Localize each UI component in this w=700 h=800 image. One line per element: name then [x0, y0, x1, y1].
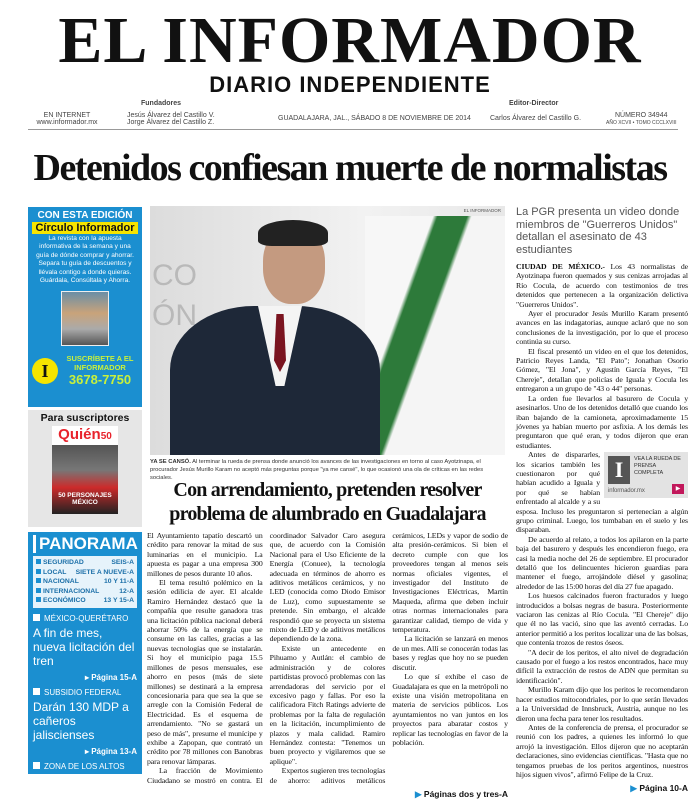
subscribers-promo[interactable]	[28, 410, 142, 527]
paragraph: La orden fue llevarlos al basurero de Cocula y asesinarlos. Uno de los detenidos detalló que cuando los iban bajando de la camioneta, aproximadamente 15 jóvenes ya habían muerto por asfixia. A los demás les preguntaron que qué eran, y todos dijeron que eran estudiantes.	[516, 393, 688, 450]
paragraph: "A decir de los peritos, el alto nivel de degradación causado por el fuego a los restos encontrados, hace muy difícil la extracción de restos de ADN que permitan su identificación".	[516, 647, 688, 685]
lead-story	[516, 206, 688, 794]
backdrop-lettering: CO ÓN	[152, 259, 197, 332]
index-item[interactable]: INTERNACIONAL 12-A	[36, 587, 134, 597]
circulo-promo[interactable]	[28, 207, 142, 407]
informador-logo-icon: I	[32, 358, 58, 384]
founder: Jorge Álvarez del Castillo Z.	[127, 119, 215, 126]
subscribe-phone[interactable]: 3678-7750	[68, 372, 132, 388]
paragraph: Antes de la conferencia de prensa, el procurador se reunió con los padres, a quienes les informó lo que arrojó la investigación. Ellos dijeron que no aceptarán declaraciones, sino evidencias científicas. "Hasta que no tengamos pruebas de los peritos argentinos, nuestros hijos siguen vivos", afirmó Felipe de la Cruz.	[516, 722, 688, 779]
website-link[interactable]: www.informador.mx	[36, 119, 98, 126]
flag-image	[365, 216, 505, 455]
index-item[interactable]: NACIONAL 10 Y 11-A	[36, 577, 134, 587]
index-item[interactable]: ECONÓMICO 13 Y 15-A	[36, 596, 134, 606]
second-headline: Con arrendamiento, pretenden resolver problema de alumbrado en Guadalajara	[169, 479, 486, 525]
brief-page-link[interactable]: ▸ Página 13-A	[84, 746, 137, 756]
magazine-logo: Quién50	[52, 426, 118, 445]
promo-text: La revista con la apuesta informativa de la semana y una guía de dónde comprar y ahorrar. Separa tu guía de descuentos y llévala contigo a donde quieras. Guárdala, Consúltala y Ahorra.	[36, 235, 134, 285]
founder: Jesús Álvarez del Castillo V.	[127, 112, 215, 119]
brief-kicker: SUBSIDIO FEDERAL	[33, 688, 137, 697]
second-story-jump-link[interactable]: ▶ Páginas dos y tres-A	[414, 788, 508, 799]
issue-number: NÚMERO 34944	[614, 112, 668, 119]
brief-kicker: MÉXICO-QUERÉTARO	[33, 614, 137, 623]
masthead-title: EL INFORMADOR	[58, 4, 642, 77]
issue-info	[606, 112, 676, 126]
masthead-subtitle: DIARIO INDEPENDIENTE	[209, 72, 491, 97]
paragraph: La licitación se lanzará en menos de un mes. Allí se conocerán todas las bases y reglas que hoy no se pueden discutir.	[392, 634, 508, 672]
paragraph: Lo que sí exhibe el caso de Guadalajara es que en la metrópoli no existe una visión metropolitana en materia de servicios públicos. Los ayuntamientos no van juntos en los proyectos para abaratar costos y replicar las tecnologías en favor de la población.	[392, 672, 508, 747]
paragraph: Ayer el procurador Jesús Murillo Karam presentó avances en las indagatorias, aunque aclaró que no son conclusiones de la investigación, por lo que el proceso continúa su curso.	[516, 309, 688, 347]
paragraph: Existe un antecedente en Pihuamo y Autlán: el cambio de administración y de colores partidistas provocó problemas con las arrendadoras del servicio por el excesivo pago y fallas. Por eso la calificadora Fitch Ratings advierte de problemas por la falta de regulación en la licitación, incumplimiento de plazos y mala calidad. Ramiro Hernández contesta: "Tenemos un buen proyecto y vigilaremos que se aplique".	[269, 643, 386, 766]
dateline: CIUDAD DE MÉXICO.-	[516, 262, 605, 271]
index-item[interactable]: LOCAL SIETE A NUEVE-A	[36, 568, 134, 578]
founders-label: Fundadores	[141, 100, 182, 107]
caption-text: Al terminar la rueda de prensa donde anunció los avances de las investigaciones en torno al caso Ayotzinapa, el procurador Jesús Murillo Karam no aceptó más preguntas porque "ya me cansé", lo que ocasionó una ola de críticas en las redes sociales.	[150, 459, 484, 481]
internet-label: EN INTERNET	[43, 112, 91, 119]
brief-page-link[interactable]: ▸ Página 15-A	[84, 672, 137, 682]
panorama-index	[33, 556, 137, 608]
second-story	[147, 478, 508, 800]
video-promo[interactable]	[604, 452, 688, 498]
quien-magazine-cover	[52, 426, 118, 514]
volume: AÑO XCVII • TOMO CCCLXVIII	[606, 120, 677, 126]
person-hair	[258, 220, 328, 246]
magazine-cover-text: 50 PERSONAJES MÉXICO	[58, 492, 112, 506]
informador-logo-icon: I	[608, 456, 630, 484]
lead-deck: La PGR presenta un video donde miembros de "Guerreros Unidos" detallan el asesinato de 43 estudiantes	[516, 206, 680, 256]
promo-header: CON ESTA EDICIÓN	[37, 210, 133, 221]
magazine-cover-image	[61, 291, 109, 346]
lead-photo	[150, 206, 505, 455]
caption-lead: YA SE CANSÓ.	[150, 459, 191, 465]
paragraph: Antes de dispararles, los sicarios también les cuestionaron por qué habían acudido a Iguala y por qué se habían enfrentado al alcalde y a su esposa. Incluso les preguntaron si pertenecían a algún grupo criminal. Luego, los tumbaban en el suelo y les disparaban.	[516, 450, 688, 535]
paragraph: El Ayuntamiento tapatío descartó un crédito para renovar la mitad de sus luminarias en el municipio. La apuesta es pagar a una empresa 300 millones de pesos durante 10 años.	[147, 531, 263, 578]
paragraph: Los huesos calcinados fueron fracturados y luego introducidos a bolsas negras de basura. Posteriormente vaciaron las cenizas al Río Cocula. "El Chereje" dijo que él no las vació, sino que las aventó cerradas. Lo anterior permitió a los peritos localizar una de las bolsas, que contenía trozos de restos óseos.	[516, 591, 688, 648]
editor-name: Carlos Álvarez del Castillo G.	[490, 115, 582, 122]
founders	[127, 112, 215, 126]
photo-credit: EL INFORMADOR	[463, 208, 501, 213]
second-story-body	[147, 531, 508, 785]
paragraph: CIUDAD DE MÉXICO.- Los 43 normalistas de Ayotzinapa fueron quemados y sus cenizas arrojadas al Río Cocula, de acuerdo con testimonios de tres detenidos que pertenecen a la organización delictiva "Guerreros Unidos".	[516, 262, 688, 309]
play-icon[interactable]: ▶	[672, 484, 684, 494]
editor-label: Editor-Director	[509, 100, 559, 107]
paragraph: El tema resultó polémico en la sesión edilicia de ayer. El alcalde Ramiro Hernández destacó que la compañía que resulte ganadora tras una licitación pública nacional deberá ahorrar 50% de la energía que se consume en las calles, gracias a las nuevas tecnologías que se instalarán. Si hoy el municipio paga 15.5 millones de pesos mensuales, ese ahorro en pesos (más de siete millones) se destinará a la empresa concesionaria para que sea la que se arregle con la Comisión Federal de Electricidad. Es el esquema de arrendamiento. "No se gastará un peso de más", presume el munícipe y exhibe a Zapopan, que contrató un crédito por 78 millones con Banobras para renovar lámparas.	[147, 578, 263, 766]
brief-title[interactable]: A fin de mes, nueva licitación del tren	[33, 625, 135, 668]
paragraph: De acuerdo al relato, a todos los apilaron en la parte baja del basurero y después les encendieron fuego, era casi la media noche del 26 de septiembre. El procurador detalló que los delincuentes hicieron guardias para mantener el fuego, arrojándole diésel y gasolina; alrededor de las 15:00 horas del día 27 fue apagado.	[516, 534, 688, 591]
dateline: GUADALAJARA, JAL., SÁBADO 8 DE NOVIEMBRE DE 2014	[278, 115, 471, 122]
lead-story-body	[516, 262, 688, 779]
paragraph: El fiscal presentó un video en el que los detenidos, Patricio Reyes Landa, "El Pato"; Jonathan Osorio Gómez, "El Jona", y Agustín García Reyes, "El Chereje", detallan que policías de Iguala y Cocula les entregaron a un grupo de "43 o 44" personas.	[516, 346, 688, 394]
promo-title: Círculo Informador	[32, 222, 138, 234]
panorama-title: PANORAMA	[33, 535, 137, 553]
main-headline: Detenidos confiesan muerte de normalistas	[33, 147, 667, 189]
panorama-box	[28, 532, 142, 774]
subscribers-title: Para suscriptores	[40, 412, 130, 424]
paragraph: Murillo Karam dijo que los peritos le recomendaron hacer estudios mitocondriales, por lo que serán llevados a la Universidad de Innsbruck, Austria, aunque no les dieron una fecha para tener los resultados.	[516, 685, 688, 723]
brief-kicker: ZONA DE LOS ALTOS	[33, 762, 137, 771]
info-row	[28, 100, 678, 130]
video-promo-text: VEA LA RUEDA DE PRENSA COMPLETA	[634, 456, 681, 477]
paragraph: Expertos sugieren tres tecnologías de ahorro: aditivos metálicos cerámicos, LEDs y vapor de sodio de alta presión-cerámicos. Si bien el decreto cumple con que los proveedores tengan al menos seis normas oficiales vigentes, el investigador del Instituto de Investigaciones Eléctricas, Martín Maqueda, afirma que deben incluir otras normas internacionales para garantizar calidad, tiempo de vida y temperatura.	[269, 531, 508, 785]
brief-title[interactable]: Darán 130 MDP a cañeros jaliscienses	[33, 699, 129, 742]
index-item[interactable]: SEGURIDAD SEIS-A	[36, 558, 134, 568]
paragraph: La fracción de Movimiento Ciudadano se mostró en contra. El coordinador Salvador Caro asegura que, de acuerdo con la Comisión Nacional para el Uso Eficiente de la Energía (Conuee), la tecnología adecuada en términos de ahorro es aditivos metálicos cerámicos, y no LED (conocida como Diodo Emisor de Luz), como supuestamente se pretende. Sin embargo, el alcalde respondió que se proyecta un sistema mixto de LED y de aditivos metálicos dependiendo de la zona.	[147, 531, 386, 785]
video-promo-site: informador.mx	[608, 488, 645, 495]
lead-story-jump-link[interactable]: ▶ Página 10-A	[630, 783, 688, 794]
internet-info	[32, 112, 102, 126]
subscribe-text: SUSCRÍBETE A EL INFORMADOR	[66, 354, 134, 373]
